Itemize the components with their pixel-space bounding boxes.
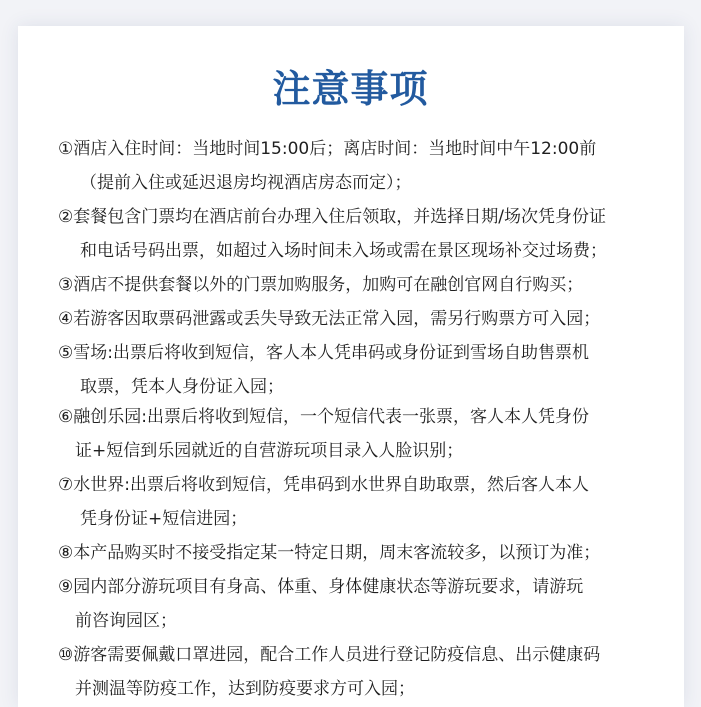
note-7-line-2: 凭身份证+短信进园；	[80, 509, 248, 529]
note-7-line-1: ⑦水世界:出票后将收到短信，凭串码到水世界自助取票，然后客人本人	[58, 475, 589, 495]
note-3-line-1: ③酒店不提供套餐以外的门票加购服务，加购可在融创官网自行购买；	[58, 275, 584, 295]
note-9-line-2: 前咨询园区；	[75, 611, 177, 631]
note-2-line-2: 和电话号码出票，如超过入场时间未入场或需在景区现场补交过场费；	[80, 241, 607, 261]
note-10-line-1: ⑩游客需要佩戴口罩进园，配合工作人员进行登记防疫信息、出示健康码	[58, 645, 601, 665]
note-5-line-2: 取票，凭本人身份证入园；	[80, 377, 284, 397]
page-title: 注意事项	[272, 67, 429, 111]
note-4-line-1: ④若游客因取票码泄露或丢失导致无法正常入园，需另行购票方可入园；	[58, 309, 601, 329]
note-6-line-1: ⑥融创乐园:出票后将收到短信，一个短信代表一张票，客人本人凭身份	[58, 407, 589, 427]
note-1-line-2: （提前入住或延迟退房均视酒店房态而定）；	[80, 173, 412, 193]
note-6-line-2: 证+短信到乐园就近的自营游玩项目录入人脸识别；	[75, 441, 464, 461]
note-2-line-1: ②套餐包含门票均在酒店前台办理入住后领取，并选择日期/场次凭身份证	[58, 207, 606, 227]
note-9-line-1: ⑨园内部分游玩项目有身高、体重、身体健康状态等游玩要求，请游玩	[58, 577, 584, 597]
note-8-line-1: ⑧本产品购买时不接受指定某一特定日期，周末客流较多，以预订为准；	[58, 543, 601, 563]
note-1-line-1: ①酒店入住时间：当地时间15:00后；离店时间：当地时间中午12:00前	[58, 139, 597, 159]
note-10-line-2: 并测温等防疫工作，达到防疫要求方可入园；	[75, 679, 415, 699]
note-5-line-1: ⑤雪场:出票后将收到短信，客人本人凭串码或身份证到雪场自助售票机	[58, 343, 589, 363]
notes-list	[0, 132, 701, 707]
